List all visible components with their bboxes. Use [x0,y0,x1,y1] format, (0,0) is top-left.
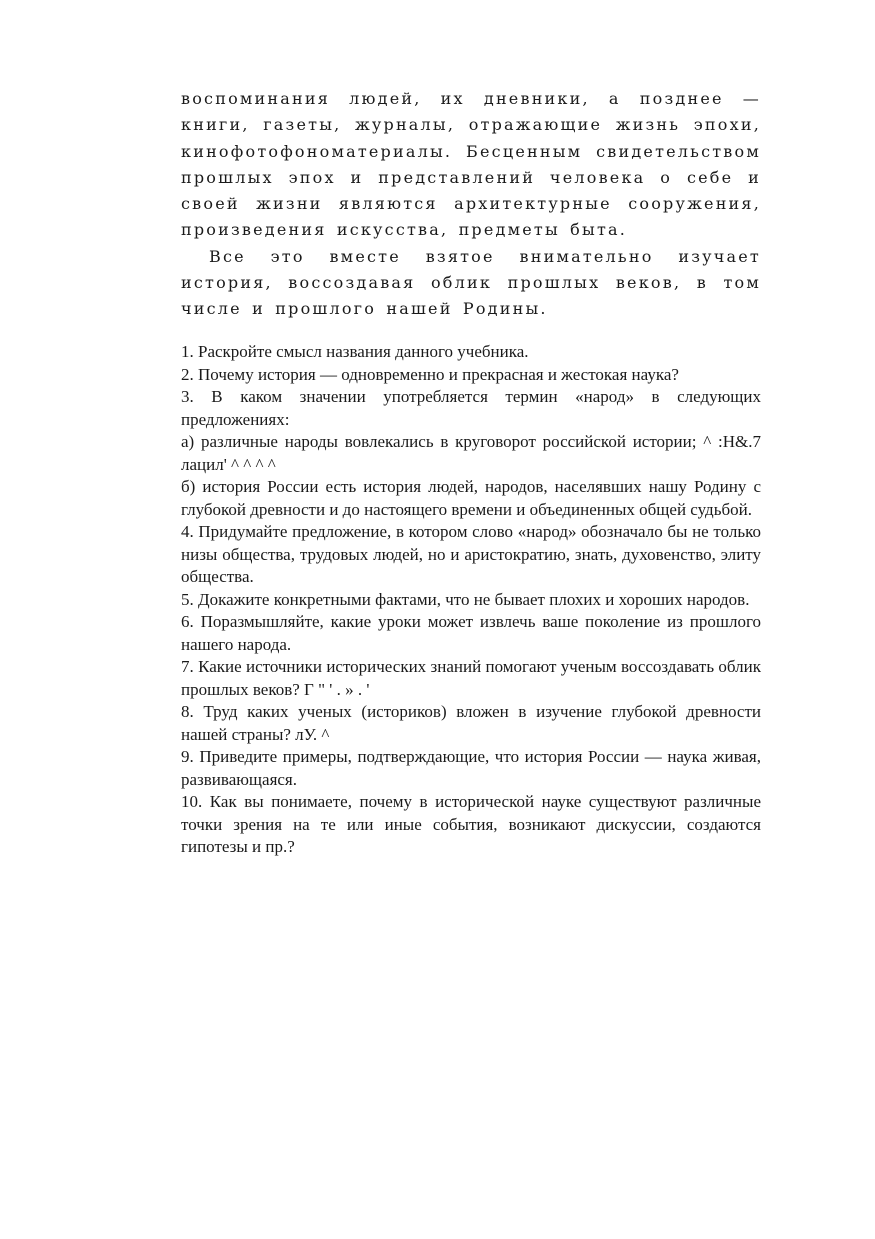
question-8: 8. Труд каких ученых (историков) вложен в изучение глубокой древности нашей страны? лУ. ^ [181,702,761,744]
question-2: 2. Почему история — одновременно и прекрасная и жестокая наука? [181,364,679,384]
question-3a: а) различные народы вовлекались в круговорот российской истории; ^ :Н&.7 лацил' ^ ^ ^ ^ [181,432,761,474]
paragraph-2: Все это вместе взятое внимательно изучает история, воссоздавая облик прошлых веков, в том числе и прошлого нашей Родины. [181,246,761,319]
body-text [181,86,761,323]
question-5: 5. Докажите конкретными фактами, что не бывает плохих и хороших народов. [181,589,750,609]
question-9: 9. Приведите примеры, подтверждающие, что история России — наука живая, развивающаяся. [181,747,761,789]
question-6: 6. Поразмышляйте, какие уроки может извлечь ваше поколение из прошлого нашего народа. [181,612,761,654]
question-10: 10. Как вы понимаете, почему в исторической науке существуют различные точки зрения на те или иные события, возникают дискуссии, создаются гипотезы и пр.? [181,792,761,856]
question-4: 4. Придумайте предложение, в котором слово «народ» обозначало бы не только низы общества, трудовых людей, но и аристократию, знать, духовенство, элиту общества. [181,522,761,586]
question-1: 1. Раскройте смысл названия данного учебника. [181,342,529,361]
paragraph-1: воспоминания людей, их дневники, а позднее — книги, газеты, журналы, отражающие жизнь эпохи, кинофотофономатериалы. Бесценным свидетельством прошлых эпох и представлений человека о себе и своей жизни являются архитектурные сооружения, произведения искусства, предметы быта. [181,89,761,240]
question-7: 7. Какие источники исторических знаний помогают ученым воссоздавать облик прошлых веков? Г " ' . » . ' [181,657,761,699]
question-3: 3. В каком значении употребляется термин «народ» в следующих предложениях: [181,387,761,429]
questions-list [181,341,761,859]
question-3b: б) история России есть история людей, народов, населявших нашу Родину с глубокой древности и до настоящего времени и объединенных общей судьбой. [181,477,761,519]
